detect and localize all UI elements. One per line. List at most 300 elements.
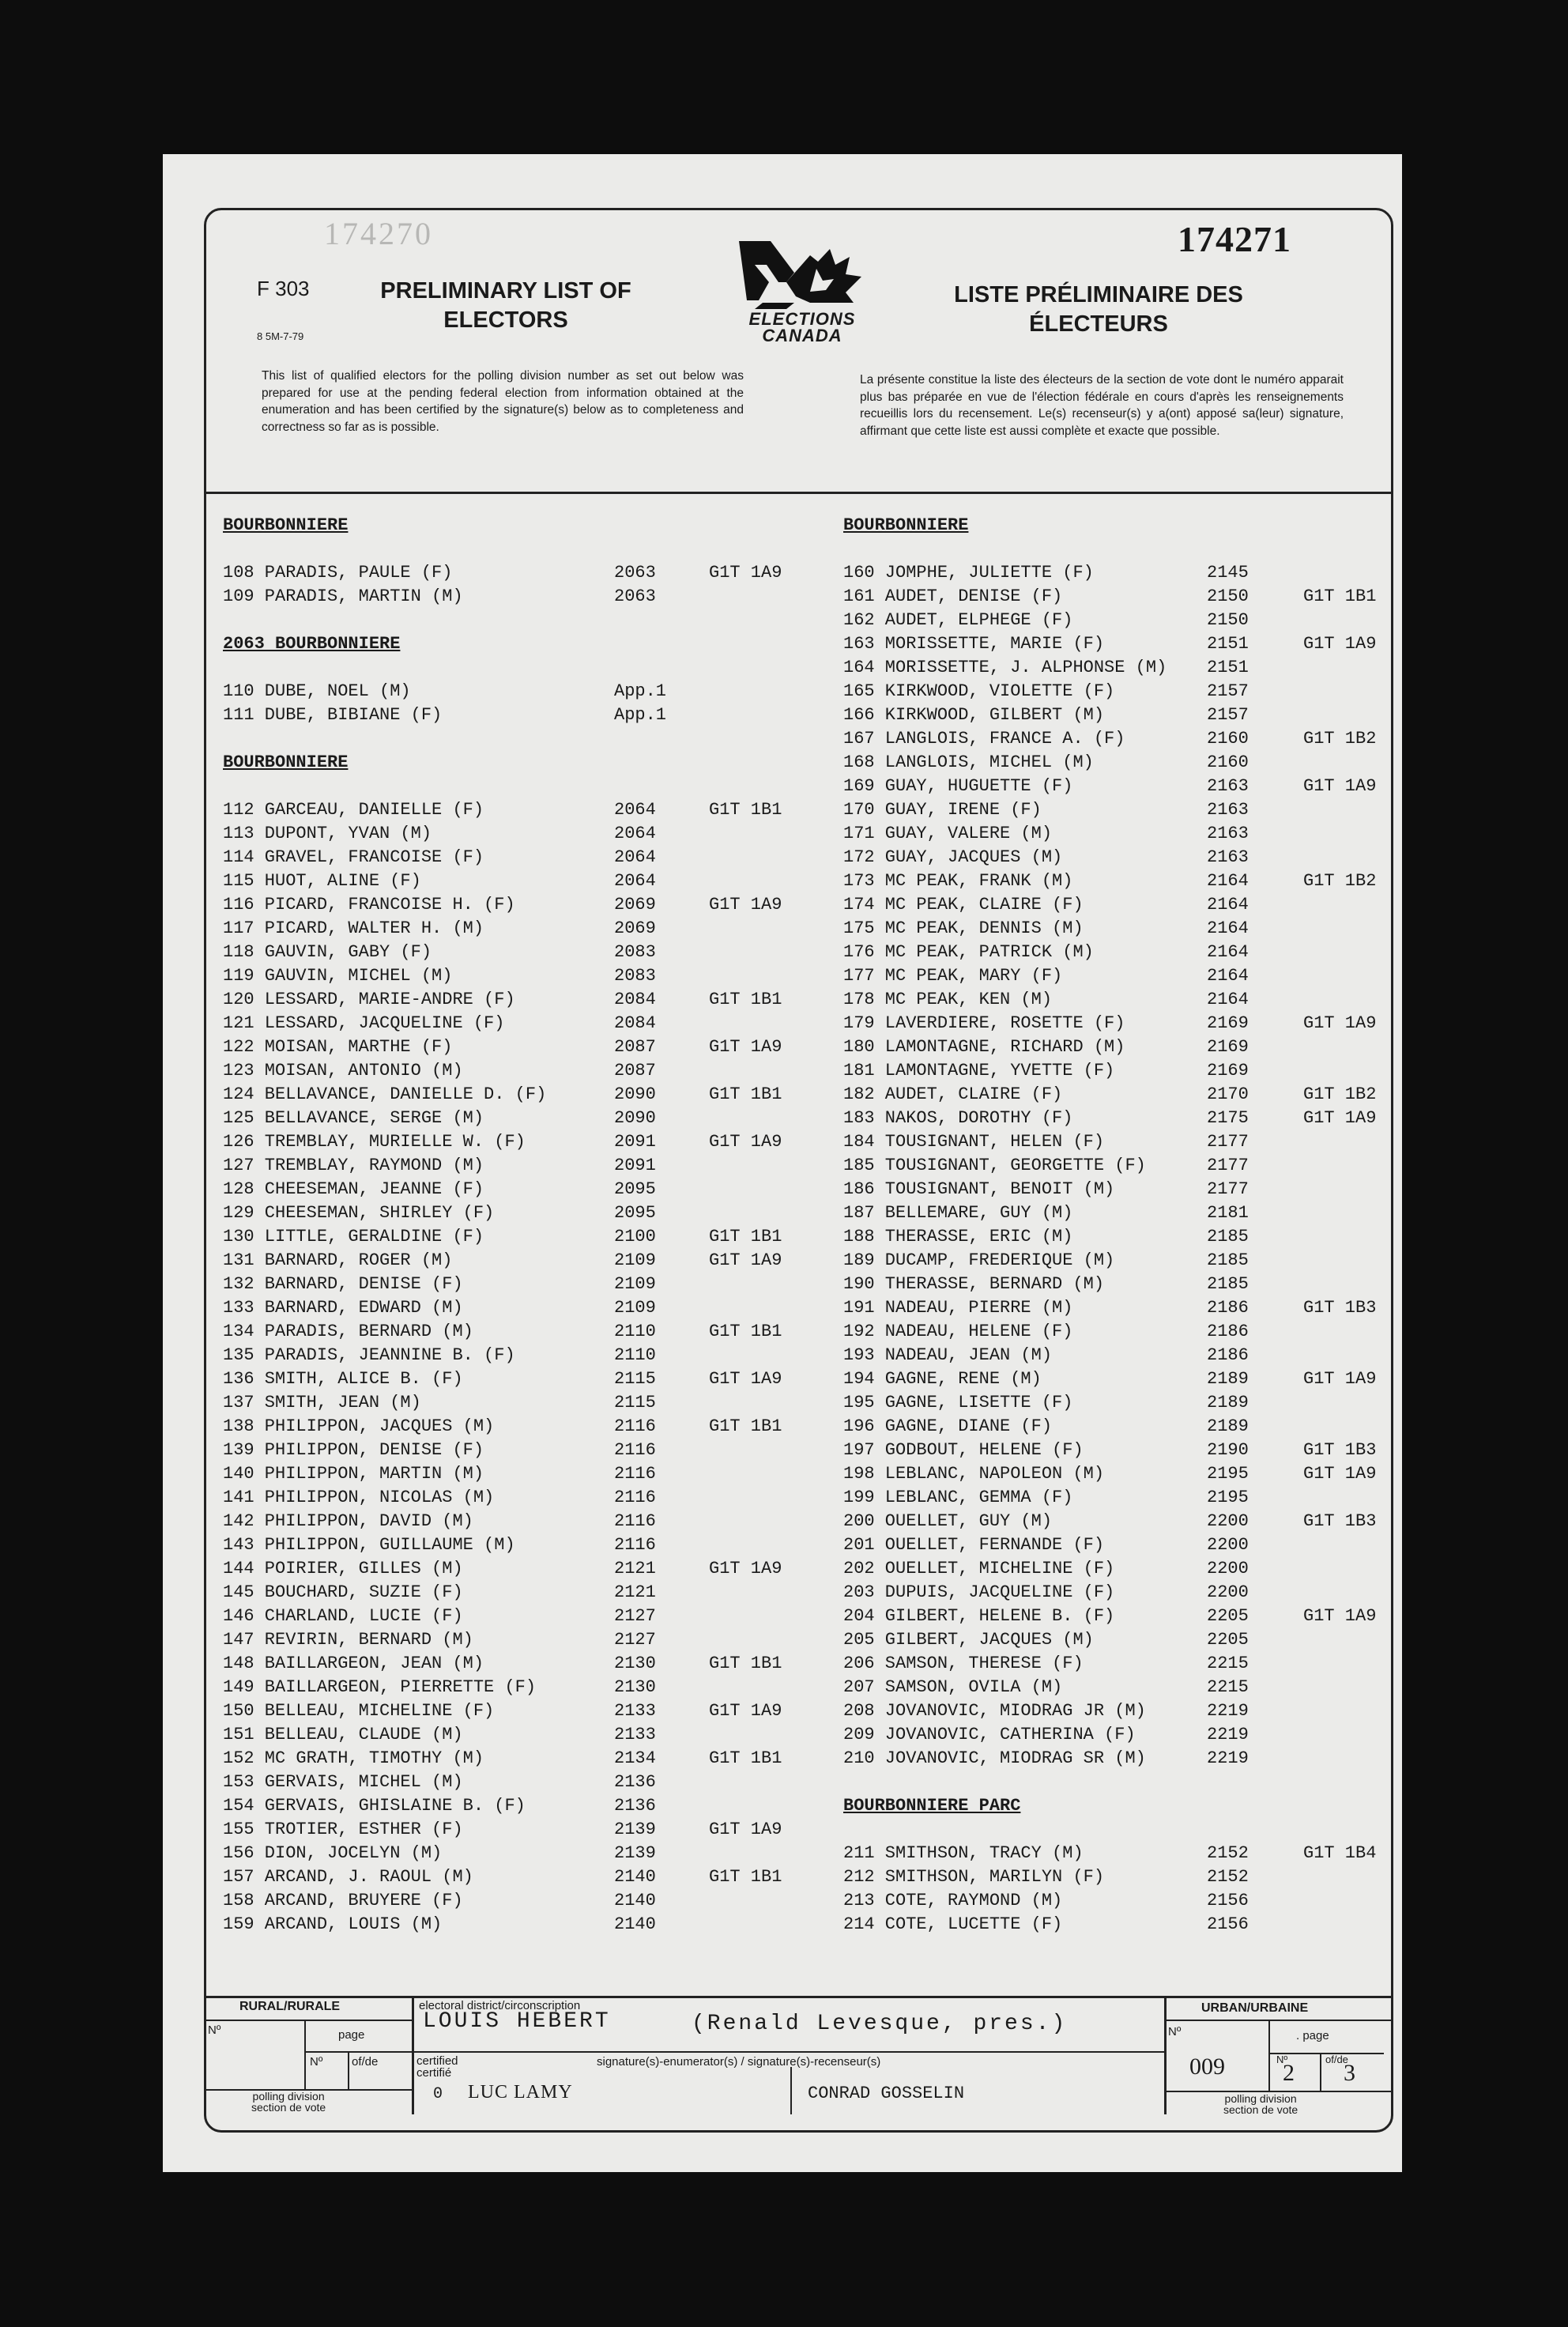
elector-postal-code: G1T 1B1 <box>709 1416 782 1436</box>
elector-name: 127 TREMBLAY, RAYMOND (M) <box>223 1156 484 1175</box>
elector-row <box>843 1462 1381 1486</box>
elector-name: 165 KIRKWOOD, VIOLETTE (F) <box>843 681 1115 701</box>
elector-name: 130 LITTLE, GERALDINE (F) <box>223 1227 484 1246</box>
elector-row <box>843 1510 1381 1533</box>
elector-address: 2136 <box>614 1772 656 1792</box>
elector-row <box>223 941 824 964</box>
elector-name: 132 BARNARD, DENISE (F) <box>223 1274 463 1294</box>
elector-postal-code: G1T 1A9 <box>1303 1606 1377 1626</box>
elector-row <box>843 656 1381 680</box>
elector-name: 113 DUPONT, YVAN (M) <box>223 824 432 843</box>
urban-label: URBAN/URBAINE <box>1201 2001 1309 2015</box>
elector-row <box>223 988 824 1012</box>
elector-address: 2156 <box>1207 1891 1249 1910</box>
elector-name: 142 PHILIPPON, DAVID (M) <box>223 1511 473 1531</box>
elector-row <box>843 1083 1381 1107</box>
elector-address: 2084 <box>614 1013 656 1033</box>
rural-page-rule <box>304 2051 412 2053</box>
elector-row <box>843 703 1381 727</box>
elector-address: 2200 <box>1207 1535 1249 1555</box>
elector-name: 131 BARNARD, ROGER (M) <box>223 1250 453 1270</box>
elector-row <box>843 1107 1381 1130</box>
urban-of-divider <box>1320 2053 1321 2091</box>
elector-address: 2156 <box>1207 1914 1249 1934</box>
elector-name: 128 CHEESEMAN, JEANNE (F) <box>223 1179 484 1199</box>
rural-number-divider <box>304 2020 306 2089</box>
elector-row <box>223 1557 824 1581</box>
elector-row <box>223 585 824 609</box>
elector-row <box>223 1344 824 1367</box>
logo-wordmark <box>723 311 881 344</box>
street-section-heading <box>843 514 1381 537</box>
elector-name: 150 BELLEAU, MICHELINE (F) <box>223 1701 495 1721</box>
faded-serial-number: 174270 <box>324 216 433 251</box>
elector-postal-code: G1T 1B1 <box>709 1084 782 1104</box>
elector-name: 179 LAVERDIERE, ROSETTE (F) <box>843 1013 1125 1033</box>
elector-address: 2116 <box>614 1416 656 1436</box>
signature-divider <box>790 2067 792 2114</box>
elector-row <box>223 1605 824 1628</box>
elector-address: 2140 <box>614 1867 656 1887</box>
elector-name: 108 PARADIS, PAULE (F) <box>223 563 453 583</box>
elector-address: 2215 <box>1207 1654 1249 1673</box>
elector-name: 180 LAMONTAGNE, RICHARD (M) <box>843 1037 1125 1057</box>
elector-name: 122 MOISAN, MARTHE (F) <box>223 1037 453 1057</box>
elector-row <box>223 1652 824 1676</box>
page-total: 3 <box>1344 2060 1355 2086</box>
certified-label <box>416 2055 458 2079</box>
elector-name: 116 PICARD, FRANCOISE H. (F) <box>223 895 515 915</box>
elector-row <box>843 1723 1381 1747</box>
spacer-row <box>843 1818 1381 1842</box>
elector-name: 199 LEBLANC, GEMMA (F) <box>843 1488 1073 1507</box>
district-label: electoral district/circonscription <box>419 1999 581 2012</box>
elector-name: 181 LAMONTAGNE, YVETTE (F) <box>843 1061 1115 1081</box>
elector-name: 169 GUAY, HUGUETTE (F) <box>843 776 1073 796</box>
elector-name: 143 PHILIPPON, GUILLAUME (M) <box>223 1535 515 1555</box>
elector-name: 140 PHILIPPON, MARTIN (M) <box>223 1464 484 1484</box>
elector-address: 2186 <box>1207 1298 1249 1318</box>
elector-address: 2115 <box>614 1393 656 1412</box>
elector-row <box>843 1296 1381 1320</box>
elector-name: 193 NADEAU, JEAN (M) <box>843 1345 1053 1365</box>
elector-row <box>223 1107 824 1130</box>
intro-english: This list of qualified electors for the polling division number as set out below was prepared for use at the pending federal election from information obtained at the enumeration and has been certified by the signature(s) below as to completeness and correctness so far as is possible. <box>262 369 744 434</box>
elector-postal-code: G1T 1A9 <box>709 1369 782 1389</box>
elector-postal-code: G1T 1B1 <box>709 1748 782 1768</box>
elector-row <box>223 1296 824 1320</box>
elector-postal-code: G1T 1B3 <box>1303 1298 1377 1318</box>
elector-name: 160 JOMPHE, JULIETTE (F) <box>843 563 1094 583</box>
elector-row <box>223 1771 824 1794</box>
elector-address: 2064 <box>614 847 656 867</box>
elector-row <box>843 1676 1381 1699</box>
elector-address: 2200 <box>1207 1559 1249 1578</box>
elector-name: 209 JOVANOVIC, CATHERINA (F) <box>843 1725 1136 1744</box>
elector-address: 2152 <box>1207 1867 1249 1887</box>
elector-name: 197 GODBOUT, HELENE (F) <box>843 1440 1084 1460</box>
elector-name: 200 OUELLET, GUY (M) <box>843 1511 1053 1531</box>
elector-name: 124 BELLAVANCE, DANIELLE D. (F) <box>223 1084 547 1104</box>
elector-address: 2169 <box>1207 1061 1249 1081</box>
urban-of-label: of/de <box>1325 2054 1348 2065</box>
elector-address: 2069 <box>614 895 656 915</box>
rural-polling-label <box>251 2091 326 2113</box>
street-section-text: BOURBONNIERE <box>223 752 349 772</box>
elector-name: 213 COTE, RAYMOND (M) <box>843 1891 1063 1910</box>
elector-address: 2157 <box>1207 681 1249 701</box>
elector-address: 2160 <box>1207 729 1249 749</box>
elector-name: 191 NADEAU, PIERRE (M) <box>843 1298 1073 1318</box>
elector-row <box>843 585 1381 609</box>
certified-label-line-2: certifié <box>416 2066 452 2080</box>
elector-row <box>223 1059 824 1083</box>
elector-postal-code: G1T 1B2 <box>1303 729 1377 749</box>
elector-name: 189 DUCAMP, FREDERIQUE (M) <box>843 1250 1115 1270</box>
elector-address: 2219 <box>1207 1701 1249 1721</box>
elector-row <box>223 893 824 917</box>
elector-row <box>843 1344 1381 1367</box>
elector-address: 2164 <box>1207 942 1249 962</box>
elector-name: 129 CHEESEMAN, SHIRLEY (F) <box>223 1203 495 1223</box>
page-number: 2 <box>1283 2060 1295 2086</box>
elector-row <box>223 561 824 585</box>
elector-row <box>843 1225 1381 1249</box>
elector-address: 2087 <box>614 1061 656 1081</box>
urban-polling-label-line-2: section de vote <box>1223 2103 1298 2116</box>
elector-name: 139 PHILIPPON, DENISE (F) <box>223 1440 484 1460</box>
elector-row <box>843 917 1381 941</box>
elector-address: 2163 <box>1207 847 1249 867</box>
elector-row <box>843 1391 1381 1415</box>
elector-address: 2164 <box>1207 918 1249 938</box>
elector-row <box>843 1605 1381 1628</box>
street-section-heading <box>223 514 824 537</box>
elector-name: 146 CHARLAND, LUCIE (F) <box>223 1606 463 1626</box>
elector-row <box>843 1699 1381 1723</box>
elector-name: 153 GERVAIS, MICHEL (M) <box>223 1772 463 1792</box>
elector-row <box>843 1913 1381 1937</box>
elector-address: 2195 <box>1207 1488 1249 1507</box>
elector-row <box>223 869 824 893</box>
elector-name: 144 POIRIER, GILLES (M) <box>223 1559 463 1578</box>
title-french-line-1: LISTE PRÉLIMINAIRE DES <box>954 282 1243 307</box>
elector-row <box>223 1130 824 1154</box>
elector-name: 135 PARADIS, JEANNINE B. (F) <box>223 1345 515 1365</box>
elector-row <box>223 1676 824 1699</box>
elector-name: 190 THERASSE, BERNARD (M) <box>843 1274 1105 1294</box>
elector-address: 2116 <box>614 1440 656 1460</box>
elector-address: 2185 <box>1207 1227 1249 1246</box>
rural-box-divider <box>412 1996 414 2114</box>
elector-address: 2069 <box>614 918 656 938</box>
elector-row <box>843 751 1381 775</box>
elector-row <box>843 941 1381 964</box>
elector-row <box>223 1439 824 1462</box>
elector-name: 183 NAKOS, DOROTHY (F) <box>843 1108 1073 1128</box>
street-section-text: 2063 BOURBONNIERE <box>223 634 401 654</box>
spacer-row <box>223 727 824 751</box>
urban-number-small-label: Nº <box>1276 2054 1288 2065</box>
elector-row <box>843 1581 1381 1605</box>
elector-row <box>843 1865 1381 1889</box>
elector-postal-code: G1T 1A9 <box>1303 1108 1377 1128</box>
elector-postal-code: G1T 1A9 <box>1303 776 1377 796</box>
elector-row <box>223 1510 824 1533</box>
elector-address: 2190 <box>1207 1440 1249 1460</box>
elector-name: 173 MC PEAK, FRANK (M) <box>843 871 1073 891</box>
elector-row <box>223 917 824 941</box>
elector-address: 2185 <box>1207 1250 1249 1270</box>
elector-address: 2145 <box>1207 563 1249 583</box>
elector-address: 2136 <box>614 1796 656 1816</box>
elector-name: 205 GILBERT, JACQUES (M) <box>843 1630 1094 1650</box>
elector-row <box>223 1533 824 1557</box>
certified-label-line-1: certified <box>416 2054 458 2068</box>
urban-box-divider <box>1164 1996 1167 2114</box>
elector-row <box>843 1533 1381 1557</box>
elector-row <box>223 1273 824 1296</box>
elector-row <box>843 727 1381 751</box>
elector-name: 172 GUAY, JACQUES (M) <box>843 847 1063 867</box>
elector-name: 123 MOISAN, ANTONIO (M) <box>223 1061 463 1081</box>
elector-address: 2200 <box>1207 1511 1249 1531</box>
elector-row <box>843 680 1381 703</box>
elector-address: 2169 <box>1207 1013 1249 1033</box>
elector-row <box>843 561 1381 585</box>
elector-address: 2160 <box>1207 752 1249 772</box>
elector-name: 196 GAGNE, DIANE (F) <box>843 1416 1053 1436</box>
elector-postal-code: G1T 1B1 <box>709 800 782 820</box>
elector-address: 2091 <box>614 1156 656 1175</box>
enumerator-signature-2: CONRAD GOSSELIN <box>808 2084 965 2103</box>
elector-address: 2150 <box>1207 610 1249 630</box>
elector-address: 2090 <box>614 1084 656 1104</box>
urban-polling-label-line-1: polling division <box>1224 2092 1297 2105</box>
elector-address: 2134 <box>614 1748 656 1768</box>
elector-row <box>223 1889 824 1913</box>
elector-name: 170 GUAY, IRENE (F) <box>843 800 1042 820</box>
street-section-heading <box>843 1794 1381 1818</box>
elector-name: 208 JOVANOVIC, MIODRAG JR (M) <box>843 1701 1146 1721</box>
elector-postal-code: G1T 1A9 <box>1303 1369 1377 1389</box>
signature-label: signature(s)-enumerator(s) / signature(s)-recenseur(s) <box>597 2055 881 2069</box>
elector-name: 163 MORISSETTE, MARIE (F) <box>843 634 1105 654</box>
elector-name: 126 TREMBLAY, MURIELLE W. (F) <box>223 1132 526 1152</box>
elector-address: 2164 <box>1207 990 1249 1009</box>
elector-name: 204 GILBERT, HELENE B. (F) <box>843 1606 1115 1626</box>
elector-name: 174 MC PEAK, CLAIRE (F) <box>843 895 1084 915</box>
elector-row <box>223 1747 824 1771</box>
elector-name: 198 LEBLANC, NAPOLEON (M) <box>843 1464 1105 1484</box>
elector-row <box>843 846 1381 869</box>
elector-name: 141 PHILIPPON, NICOLAS (M) <box>223 1488 495 1507</box>
elector-row <box>843 1035 1381 1059</box>
elector-address: 2115 <box>614 1369 656 1389</box>
elector-name: 182 AUDET, CLAIRE (F) <box>843 1084 1063 1104</box>
elector-row <box>223 1178 824 1201</box>
elector-name: 119 GAUVIN, MICHEL (M) <box>223 966 453 986</box>
elector-row <box>843 1486 1381 1510</box>
elector-row <box>223 1083 824 1107</box>
urban-number-label: Nº <box>1168 2025 1182 2038</box>
elector-address: 2116 <box>614 1488 656 1507</box>
elector-address: 2116 <box>614 1511 656 1531</box>
elector-row <box>223 1154 824 1178</box>
elector-row <box>843 1059 1381 1083</box>
elector-row <box>223 1818 824 1842</box>
elector-row <box>843 798 1381 822</box>
elector-name: 136 SMITH, ALICE B. (F) <box>223 1369 463 1389</box>
elector-row <box>223 1249 824 1273</box>
elector-address: 2109 <box>614 1274 656 1294</box>
elector-address: 2064 <box>614 824 656 843</box>
elector-address: 2200 <box>1207 1582 1249 1602</box>
elector-address: 2177 <box>1207 1156 1249 1175</box>
elector-address: 2121 <box>614 1559 656 1578</box>
elector-address: 2163 <box>1207 776 1249 796</box>
elector-postal-code: G1T 1B2 <box>1303 871 1377 891</box>
elector-row <box>223 1391 824 1415</box>
logo-wordmark-line-1: ELECTIONS <box>748 309 856 329</box>
elector-name: 112 GARCEAU, DANIELLE (F) <box>223 800 484 820</box>
elector-row <box>223 1581 824 1605</box>
elector-row <box>843 1367 1381 1391</box>
elector-name: 147 REVIRIN, BERNARD (M) <box>223 1630 473 1650</box>
elector-row <box>223 1035 824 1059</box>
elector-address: 2195 <box>1207 1464 1249 1484</box>
urban-polling-label <box>1223 2093 1298 2115</box>
elector-address: 2109 <box>614 1250 656 1270</box>
elector-row <box>223 1201 824 1225</box>
electors-column-right <box>843 514 1381 1937</box>
urban-number-divider <box>1268 2020 1270 2091</box>
elector-name: 195 GAGNE, LISETTE (F) <box>843 1393 1073 1412</box>
elector-name: 121 LESSARD, JACQUELINE (F) <box>223 1013 505 1033</box>
spacer-row <box>223 656 824 680</box>
elector-address: 2164 <box>1207 895 1249 915</box>
elector-name: 111 DUBE, BIBIANE (F) <box>223 705 443 725</box>
spacer-row <box>223 537 824 561</box>
elector-row <box>843 1557 1381 1581</box>
elector-address: App.1 <box>614 681 667 701</box>
elector-postal-code: G1T 1A9 <box>1303 1013 1377 1033</box>
elector-address: 2163 <box>1207 824 1249 843</box>
elector-name: 159 ARCAND, LOUIS (M) <box>223 1914 443 1934</box>
elector-address: 2087 <box>614 1037 656 1057</box>
elector-address: 2151 <box>1207 658 1249 677</box>
street-section-heading <box>223 632 824 656</box>
elector-row <box>223 1842 824 1865</box>
elector-address: 2219 <box>1207 1748 1249 1768</box>
elector-row <box>223 1225 824 1249</box>
elector-address: 2139 <box>614 1820 656 1839</box>
elector-row <box>223 1699 824 1723</box>
elector-address: 2063 <box>614 563 656 583</box>
serial-number: 174271 <box>1178 219 1291 259</box>
elector-address: 2121 <box>614 1582 656 1602</box>
elector-name: 166 KIRKWOOD, GILBERT (M) <box>843 705 1105 725</box>
elector-row <box>223 1913 824 1937</box>
spacer-row <box>843 1771 1381 1794</box>
rural-number-small-label: Nº <box>310 2055 323 2069</box>
elector-name: 185 TOUSIGNANT, GEORGETTE (F) <box>843 1156 1146 1175</box>
elector-name: 201 OUELLET, FERNANDE (F) <box>843 1535 1105 1555</box>
elector-postal-code: G1T 1A9 <box>1303 1464 1377 1484</box>
elector-name: 210 JOVANOVIC, MIODRAG SR (M) <box>843 1748 1146 1768</box>
elector-address: 2139 <box>614 1843 656 1863</box>
elector-name: 175 MC PEAK, DENNIS (M) <box>843 918 1084 938</box>
elector-address: 2189 <box>1207 1369 1249 1389</box>
elector-address: 2083 <box>614 966 656 986</box>
elector-postal-code: G1T 1A9 <box>709 1132 782 1152</box>
district-note: (Renald Levesque, pres.) <box>692 2012 1068 2036</box>
elector-name: 212 SMITHSON, MARILYN (F) <box>843 1867 1105 1887</box>
elector-address: 2127 <box>614 1630 656 1650</box>
elector-row <box>843 964 1381 988</box>
rural-polling-label-line-1: polling division <box>252 2090 325 2103</box>
intro-french: La présente constitue la liste des électeurs de la section de vote dont le numéro apparait plus bas préparée en vue de l'élection fédérale en cours d'après les renseignements recueillis lors du recensement. Le(s) recenseur(s) y a(ont) apposé sa(leur) signature, affirmant que cette liste est aussi complète et exacte que possible. <box>860 373 1344 438</box>
elector-name: 115 HUOT, ALINE (F) <box>223 871 421 891</box>
elector-address: 2133 <box>614 1701 656 1721</box>
elector-address: 2150 <box>1207 586 1249 606</box>
elector-name: 214 COTE, LUCETTE (F) <box>843 1914 1063 1934</box>
elector-row <box>223 1723 824 1747</box>
enumerator-signature-1: LUC LAMY <box>468 2082 573 2103</box>
elector-name: 149 BAILLARGEON, PIERRETTE (F) <box>223 1677 537 1697</box>
elector-address: 2186 <box>1207 1345 1249 1365</box>
elector-name: 110 DUBE, NOEL (M) <box>223 681 411 701</box>
elector-address: 2110 <box>614 1322 656 1341</box>
street-section-heading <box>223 751 824 775</box>
elector-address: 2091 <box>614 1132 656 1152</box>
elector-row <box>223 1012 824 1035</box>
elector-name: 168 LANGLOIS, MICHEL (M) <box>843 752 1094 772</box>
elector-address: 2163 <box>1207 800 1249 820</box>
elector-address: 2084 <box>614 990 656 1009</box>
elector-row <box>223 822 824 846</box>
elector-row <box>843 775 1381 798</box>
rural-header-rule <box>204 2020 412 2021</box>
elector-name: 120 LESSARD, MARIE-ANDRE (F) <box>223 990 515 1009</box>
elector-row <box>843 1320 1381 1344</box>
elector-address: 2064 <box>614 871 656 891</box>
elector-row <box>843 822 1381 846</box>
elector-name: 137 SMITH, JEAN (M) <box>223 1393 421 1412</box>
elector-name: 114 GRAVEL, FRANCOISE (F) <box>223 847 484 867</box>
district-name: LOUIS HEBERT <box>423 2009 611 2034</box>
elector-name: 118 GAUVIN, GABY (F) <box>223 942 432 962</box>
elector-postal-code: G1T 1A9 <box>709 1250 782 1270</box>
elector-address: 2116 <box>614 1535 656 1555</box>
street-section-text: BOURBONNIERE <box>223 515 349 535</box>
elector-address: 2152 <box>1207 1843 1249 1863</box>
elector-postal-code: G1T 1B3 <box>1303 1511 1377 1531</box>
elector-name: 211 SMITHSON, TRACY (M) <box>843 1843 1084 1863</box>
elector-row <box>843 1012 1381 1035</box>
elector-address: 2185 <box>1207 1274 1249 1294</box>
elector-name: 203 DUPUIS, JACQUELINE (F) <box>843 1582 1115 1602</box>
urban-page-label: . page <box>1296 2029 1329 2042</box>
elector-address: 2095 <box>614 1203 656 1223</box>
elector-name: 184 TOUSIGNANT, HELEN (F) <box>843 1132 1105 1152</box>
elector-row <box>843 869 1381 893</box>
elector-postal-code: G1T 1B3 <box>1303 1440 1377 1460</box>
elector-postal-code: G1T 1A9 <box>1303 634 1377 654</box>
elector-postal-code: G1T 1B1 <box>709 1227 782 1246</box>
elector-name: 206 SAMSON, THERESE (F) <box>843 1654 1084 1673</box>
elector-row <box>223 1865 824 1889</box>
